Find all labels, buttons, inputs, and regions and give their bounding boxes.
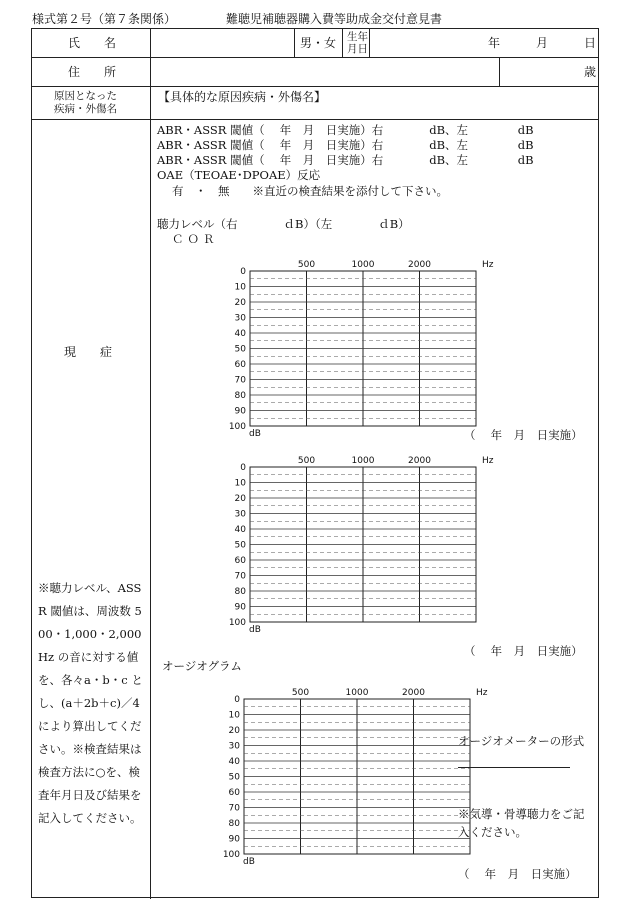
cor-audiogram-2[interactable]: [178, 451, 494, 635]
db-label: 10: [234, 282, 246, 293]
cause-value[interactable]: 【具体的な原因疾病・外傷名】: [158, 90, 327, 104]
db-label: 90: [228, 834, 240, 845]
db-label: 60: [228, 788, 240, 798]
frequency-label: 1000: [351, 260, 375, 270]
db-label: 50: [234, 540, 246, 551]
db-label: 30: [228, 741, 240, 752]
hz-unit: Hz: [482, 260, 494, 270]
db-label: 0: [240, 463, 246, 473]
db-label: 0: [240, 267, 246, 277]
frequency-label: 500: [297, 456, 316, 466]
db-unit: dB: [249, 429, 261, 439]
frequency-label: 1000: [345, 688, 369, 698]
db-label: 0: [234, 695, 240, 705]
db-label: 40: [234, 525, 246, 535]
db-label: 30: [234, 313, 246, 324]
pure-tone-audiogram[interactable]: [172, 683, 488, 867]
db-label: 60: [234, 556, 246, 566]
hearing-level-line[interactable]: 聴力レベル（右 ｄB）（左 ｄB）: [157, 217, 410, 231]
db-label: 50: [228, 772, 240, 783]
db-label: 70: [234, 375, 246, 386]
db-label: 80: [234, 391, 246, 401]
db-label: 100: [228, 618, 246, 628]
age-unit: 歳: [584, 65, 597, 79]
frequency-label: 2000: [408, 456, 431, 466]
implementation-date-3[interactable]: （ 年 月 日実施）: [458, 867, 577, 881]
audiometer-type-label: オージオメーターの形式: [458, 734, 585, 748]
db-label: 50: [234, 344, 246, 355]
db-label: 40: [228, 757, 240, 767]
frequency-label: 500: [291, 688, 310, 698]
db-label: 40: [234, 329, 246, 339]
form-number: 様式第２号（第７条関係）: [32, 12, 177, 26]
form-header: [0, 8, 630, 26]
oae-options[interactable]: 有 ・ 無 ※直近の検査結果を添付して下さい。: [172, 184, 448, 198]
hz-unit: Hz: [476, 688, 488, 698]
cor-audiogram-1[interactable]: [178, 255, 494, 439]
birth-year-unit: 年: [488, 36, 501, 50]
db-label: 100: [228, 422, 246, 432]
cor-label: ＣＯＲ: [172, 232, 219, 246]
db-label: 20: [234, 494, 246, 504]
frequency-label: 2000: [408, 260, 431, 270]
current-condition-label: 現 症: [64, 345, 113, 359]
db-unit: dB: [243, 857, 255, 867]
birth-label-line1: 生年: [347, 31, 368, 43]
row-divider: [32, 86, 598, 87]
db-label: 70: [234, 571, 246, 582]
hz-unit: Hz: [482, 456, 494, 466]
label-column-divider: [150, 29, 151, 899]
abr-assr-line-1[interactable]: ABR・ASSR 閾値（ 年 月 日実施）右 dB、左 dB: [157, 123, 534, 137]
sex-option[interactable]: 男・女: [300, 36, 337, 50]
db-label: 80: [228, 819, 240, 829]
db-label: 20: [228, 726, 240, 736]
sex-divider-right: [342, 29, 343, 57]
db-unit: dB: [249, 625, 261, 635]
db-label: 100: [222, 850, 240, 860]
cause-label-line2: 疾病・外傷名: [54, 103, 117, 115]
sex-divider-left: [294, 29, 295, 57]
db-label: 90: [234, 406, 246, 417]
implementation-date-1[interactable]: （ 年 月 日実施）: [464, 428, 583, 442]
birth-divider: [369, 29, 370, 57]
oae-line: OAE（TEOAE･DPOAE）反応: [157, 168, 321, 182]
audiometer-type-field[interactable]: [458, 767, 570, 768]
birth-label-line2: 月日: [347, 43, 368, 55]
implementation-date-2[interactable]: （ 年 月 日実施）: [464, 644, 583, 658]
db-label: 30: [234, 509, 246, 520]
form-table: [31, 28, 599, 898]
age-divider: [499, 57, 500, 86]
abr-assr-line-2[interactable]: ABR・ASSR 閾値（ 年 月 日実施）右 dB、左 dB: [157, 138, 534, 152]
audiogram-label: オージオグラム: [162, 659, 242, 673]
conduction-note-line2: 入ください。: [458, 825, 527, 839]
address-field[interactable]: [151, 58, 498, 85]
row-divider: [32, 119, 598, 120]
db-label: 70: [228, 803, 240, 814]
frequency-label: 1000: [351, 456, 375, 466]
db-label: 60: [234, 360, 246, 370]
address-label: 住 所: [68, 65, 117, 79]
db-label: 10: [228, 710, 240, 721]
frequency-label: 500: [297, 260, 316, 270]
cause-label-line1: 原因となった: [54, 90, 117, 102]
frequency-label: 2000: [402, 688, 425, 698]
name-field[interactable]: [151, 30, 293, 56]
name-label: 氏 名: [68, 36, 117, 50]
db-label: 80: [234, 587, 246, 597]
db-label: 20: [234, 298, 246, 308]
calculation-notes: ※聴力レベル、ASSR 閾値は、周波数 500・1,000・2,000Hz の音に対する値を、各々a・b・c とし、(a＋2b＋c)／4 により算出してください。※検査結果は検査方法に○を、検査年月日及び結果を記入してください。: [38, 581, 143, 825]
db-label: 10: [234, 478, 246, 489]
db-label: 90: [234, 602, 246, 613]
birth-day-unit: 日: [584, 36, 597, 50]
form-title: 難聴児補聴器購入費等助成金交付意見書: [226, 12, 443, 26]
abr-assr-line-3[interactable]: ABR・ASSR 閾値（ 年 月 日実施）右 dB、左 dB: [157, 153, 534, 167]
conduction-note-line1: ※気導・骨導聴力をご記: [458, 807, 585, 821]
birth-month-unit: 月: [536, 36, 549, 50]
